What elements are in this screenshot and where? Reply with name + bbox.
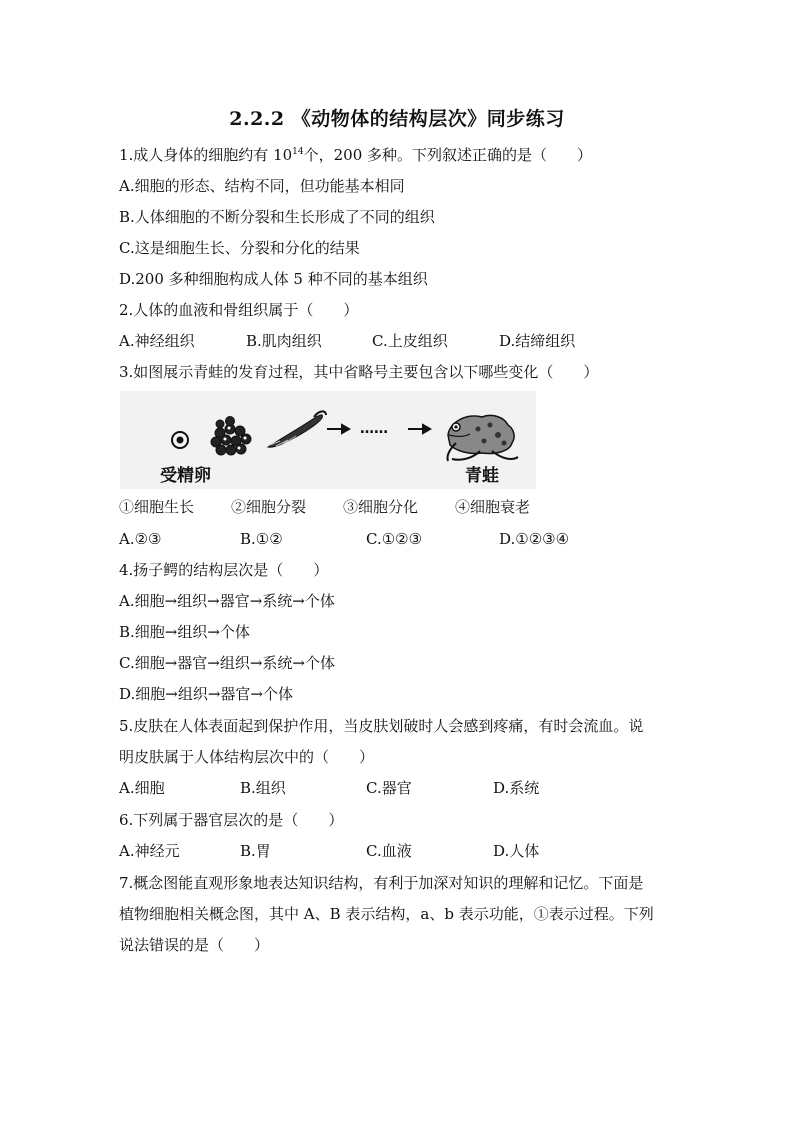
fertilized-egg-label: 受精卵 [160,466,211,486]
frog-icon [447,415,518,461]
q2-option-a: A.神经组织 [119,332,195,350]
frog-label: 青蛙 [465,466,499,486]
arrow-icon [408,425,430,433]
page-title: 2.2.2 《动物体的结构层次》同步练习 [229,108,565,130]
q4-option-c: C.细胞→器官→组织→系统→个体 [119,654,335,672]
q6-option-c: C.血液 [366,842,412,860]
q3-option-d: D.①②③④ [499,530,570,548]
q1-option-d: D.200 多种细胞构成人体 5 种不同的基本组织 [119,270,428,288]
q5-option-b: B.组织 [240,779,286,797]
q4-option-b: B.细胞→组织→个体 [119,623,250,641]
q5-option-c: C.器官 [366,779,412,797]
ellipsis-text: …… [360,421,388,437]
q1-option-a: A.细胞的形态、结构不同，但功能基本相同 [119,177,405,195]
q2-option-c: C.上皮组织 [372,332,448,350]
q5-option-d: D.系统 [493,779,540,797]
q1-exponent: 14 [292,147,304,157]
question-2-stem: 2.人体的血液和骨组织属于（ ） [119,301,359,319]
q1-stem-text: 1.成人身体的细胞约有 10 [119,146,293,164]
q5-option-a: A.细胞 [119,779,165,797]
q6-option-b: B.胃 [240,842,271,860]
q3-statement-1: ①细胞生长 [119,498,195,516]
question-5-stem-line-2: 明皮肤属于人体结构层次中的（ ） [119,748,375,766]
q4-option-d: D.细胞→组织→器官→个体 [119,685,293,703]
q1-stem-text-end: 个，200 多种。下列叙述正确的是（ ） [303,146,593,164]
q3-option-b: B.①② [240,530,283,548]
q1-option-b: B.人体细胞的不断分裂和生长形成了不同的组织 [119,208,435,226]
q6-option-a: A.神经元 [119,842,180,860]
tadpole-icon [268,411,326,447]
question-6-stem: 6.下列属于器官层次的是（ ） [119,811,344,829]
q3-statement-2: ②细胞分裂 [231,498,307,516]
q6-option-d: D.人体 [493,842,540,860]
q3-statement-4: ④细胞衰老 [455,498,531,516]
fertilized-egg-icon [172,432,188,448]
question-7-stem-line-2: 植物细胞相关概念图，其中 A、B 表示结构，a、b 表示功能，①表示过程。下列 [119,905,654,923]
question-7-stem-line-3: 说法错误的是（ ） [119,936,270,954]
frog-development-figure [120,391,536,489]
question-1-stem [119,145,592,165]
question-3-stem: 3.如图展示青蛙的发育过程，其中省略号主要包含以下哪些变化（ ） [119,363,599,381]
question-5-stem-line-1: 5.皮肤在人体表面起到保护作用，当皮肤划破时人会感到疼痛，有时会流血。说 [119,717,644,735]
egg-cluster-icon [211,417,251,456]
question-4-stem: 4.扬子鳄的结构层次是（ ） [119,561,329,579]
q4-option-a: A.细胞→组织→器官→系统→个体 [119,592,335,610]
q1-option-c: C.这是细胞生长、分裂和分化的结果 [119,239,360,257]
q3-option-a: A.②③ [119,530,162,548]
q2-option-b: B.肌肉组织 [246,332,322,350]
q2-option-d: D.结缔组织 [499,332,576,350]
q3-statement-3: ③细胞分化 [343,498,419,516]
question-7-stem-line-1: 7.概念图能直观形象地表达知识结构，有利于加深对知识的理解和记忆。下面是 [119,874,644,892]
q3-option-c: C.①②③ [366,530,423,548]
arrow-icon [327,425,349,433]
